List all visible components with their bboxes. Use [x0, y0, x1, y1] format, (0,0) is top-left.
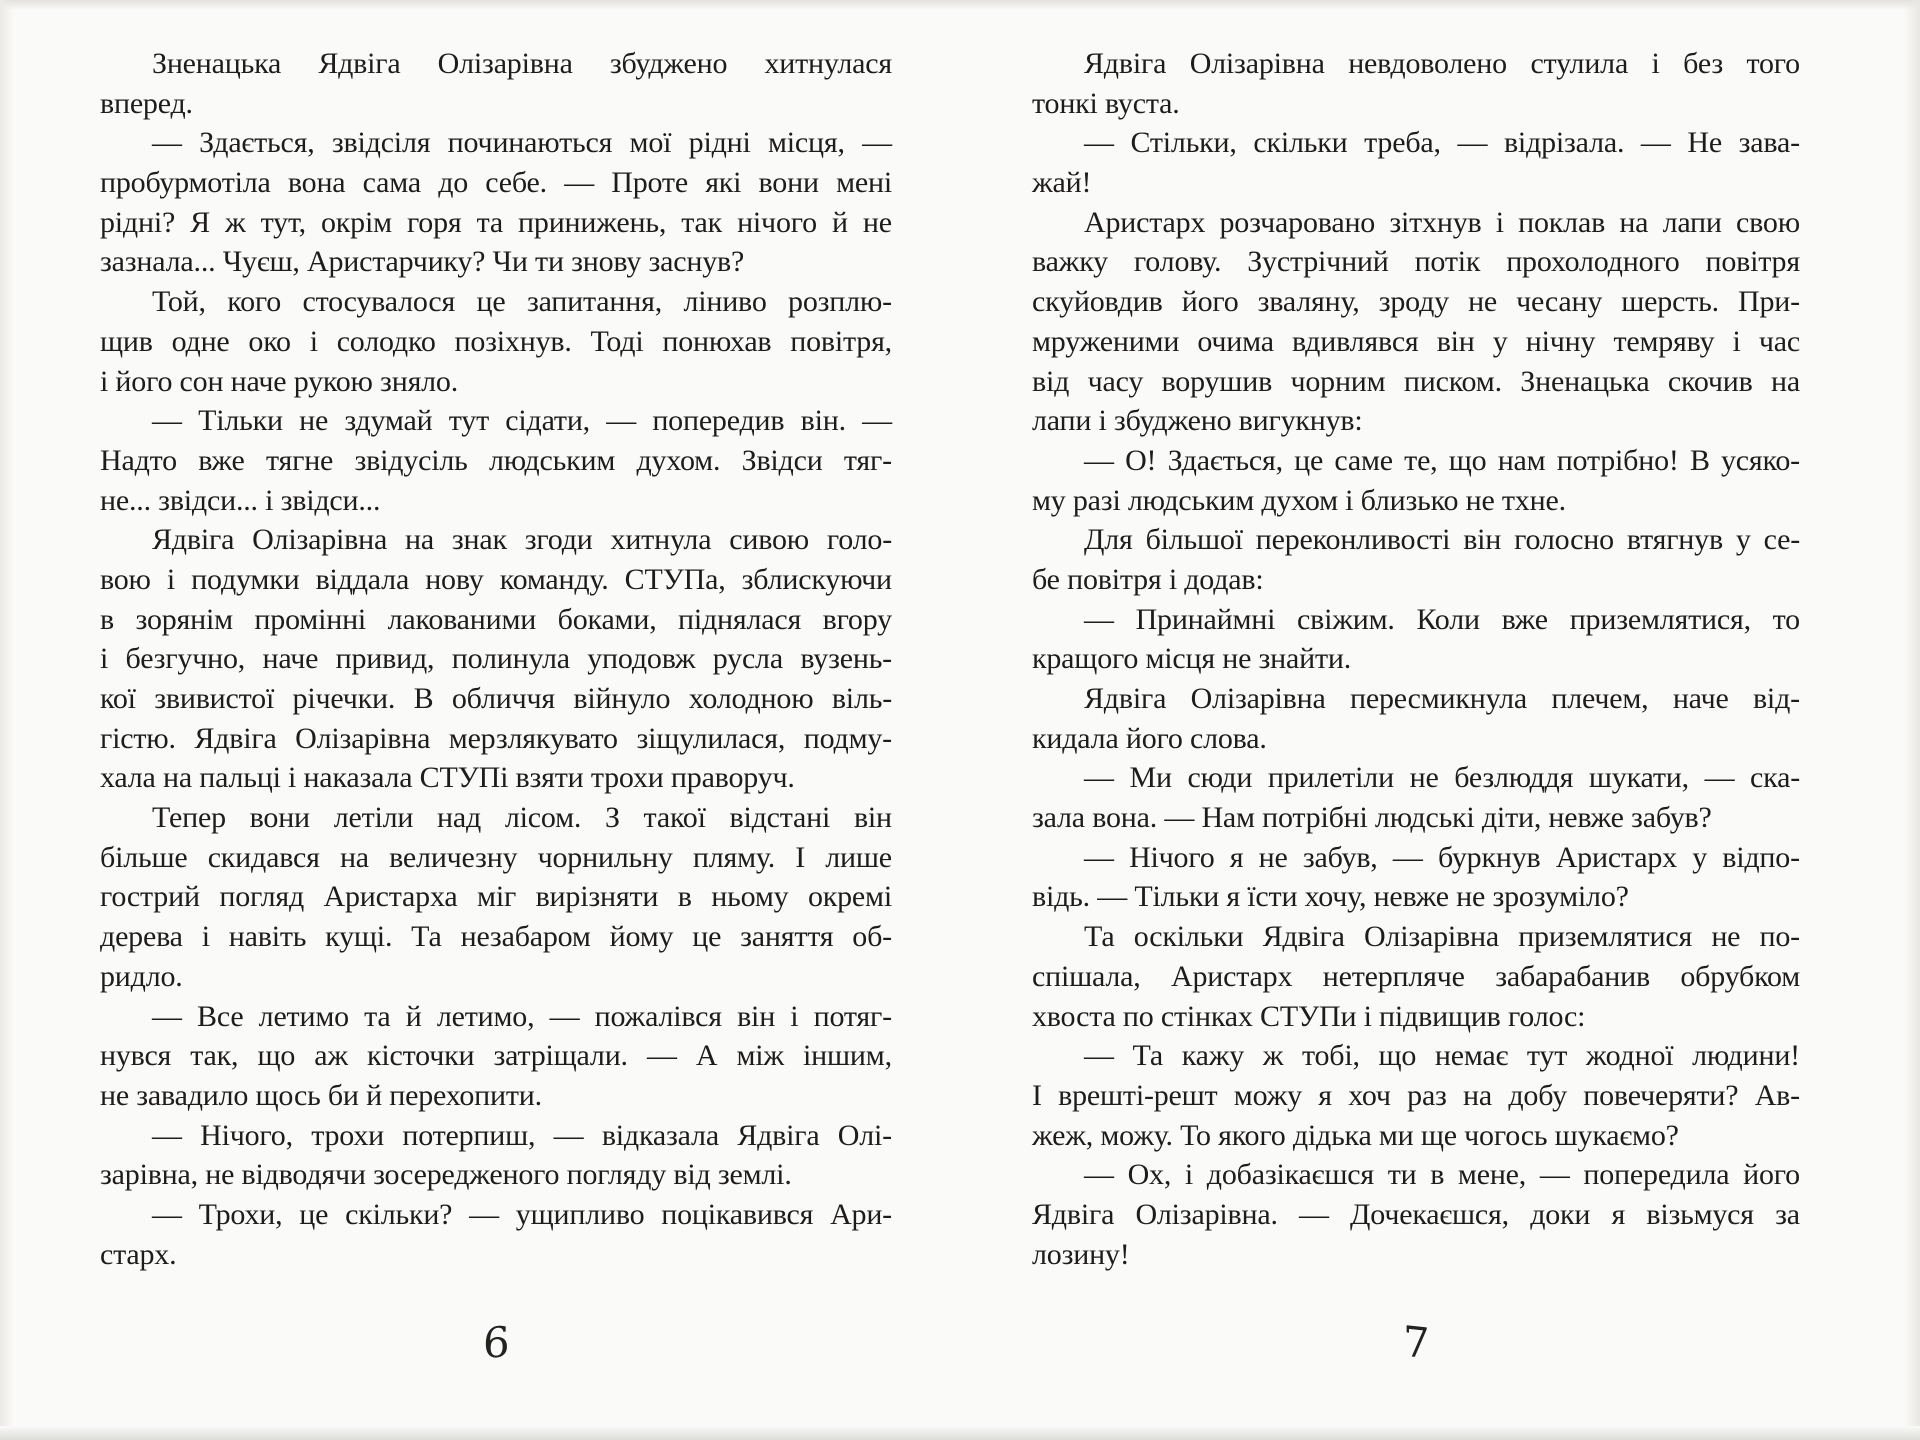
text-line: кращого місця не знайти.	[1032, 642, 1352, 676]
text-line: — Та кажу ж тобі, що немає тут жодної людини!	[1084, 1039, 1800, 1073]
text-line: не... звідси... і звідси...	[100, 483, 381, 517]
text-line: — Тільки не здумай тут сідати, — попередив він. —	[152, 404, 892, 438]
text-line: Та оскільки Ядвіга Олізарівна приземлятися не по-	[1084, 920, 1800, 954]
text-line: — Принаймні свіжим. Коли вже приземлятися, то	[1084, 602, 1800, 636]
text-line: жеж, можу. То якого дідька ми ще чогось шукаємо?	[1032, 1118, 1679, 1152]
text-line: Ядвіга Олізарівна на знак згоди хитнула сивою голо-	[152, 523, 892, 557]
text-line: Ядвіга Олізарівна. — Дочекаєшся, доки я візьмуся за	[1032, 1197, 1800, 1231]
text-line: Тепер вони летіли над лісом. З такої відстані він	[152, 801, 892, 835]
text-line: лозину!	[1032, 1237, 1130, 1271]
text-line: від часу ворушив чорним писком. Зненацька скочив на	[1032, 364, 1800, 398]
text-line: — Ми сюди прилетіли не безлюддя шукати, — ска-	[1084, 761, 1800, 795]
text-line: вою і подумки віддала нову команду. СТУПа, зблискуючи	[100, 562, 892, 596]
text-line: кої звивистої річечки. В обличчя війнуло холодною віль-	[100, 682, 892, 715]
text-line: — Стільки, скільки треба, — відрізала. — Не зава-	[1084, 126, 1800, 160]
text-line: — Ох, і добазікаєшся ти в мене, — попередила його	[1084, 1158, 1800, 1192]
text-line: більше скидався на величезну чорнильну пляму. І лише	[100, 840, 892, 874]
text-line: щив одне око і солодко позіхнув. Тоді понюхав повітря,	[100, 324, 892, 358]
text-line: мруженими очима вдивлявся він у нічну темряву і час	[1032, 324, 1800, 358]
text-line: пробурмотіла вона сама до себе. — Проте які вони мені	[100, 166, 892, 200]
text-line: — Все летимо та й летимо, — пожалівся він і потяг-	[152, 999, 892, 1033]
page-number-right-value: 7	[1402, 1316, 1430, 1369]
text-line: Ядвіга Олізарівна пересмикнула плечем, наче від-	[1084, 682, 1800, 715]
text-line: ридло.	[100, 959, 183, 993]
text-line: Для більшої переконливості він голосно втягнув у се-	[1084, 523, 1800, 557]
text-line: Ядвіга Олізарівна невдоволено стулила і без того	[1084, 47, 1800, 80]
text-line: в зорянім промінні лакованими боками, піднялася вгору	[100, 602, 892, 636]
text-line: — Нічого, трохи потерпиш, — відказала Ядвіга Олі-	[152, 1118, 892, 1152]
scan-edge-left	[0, 0, 14, 1440]
text-line: гістю. Ядвіга Олізарівна мерзлякувато зіщулилася, подму-	[100, 721, 892, 755]
text-line: і безгучно, наче привид, полинула уподовж русла вузень-	[100, 642, 892, 676]
text-line: старх.	[100, 1237, 177, 1271]
text-line: скуйовдив його зваляну, зроду не чесану шерсть. При-	[1032, 285, 1800, 319]
text-line: — О! Здається, це саме те, що нам потрібно! В усяко-	[1084, 443, 1800, 477]
text-line: зарівна, не відводячи зосередженого погляду від землі.	[100, 1158, 792, 1192]
text-line: і його сон наче рукою зняло.	[100, 364, 459, 398]
text-line: — Здається, звідсіля починаються мої рідні місця, —	[152, 126, 892, 160]
text-line: відь. — Тільки я їсти хочу, невже не зрозуміло?	[1032, 880, 1629, 914]
scan-edge-top	[0, 0, 1920, 10]
text-line: дерева і навіть кущі. Та незабаром йому це заняття об-	[100, 920, 892, 954]
text-line: — Нічого я не забув, — буркнув Аристарх у відпо-	[1084, 840, 1800, 874]
text-line: Зненацька Ядвіга Олізарівна збуджено хитнулася	[152, 47, 892, 80]
text-line: му разі людським духом і близько не тхне.	[1032, 483, 1566, 517]
page-number-left-value: 6	[482, 1317, 510, 1368]
scan-edge-right	[1904, 0, 1920, 1440]
text-line: жай!	[1032, 166, 1092, 200]
scan-edge-bottom	[0, 1426, 1920, 1440]
text-line: бе повітря і додав:	[1032, 562, 1264, 596]
text-line: хвоста по стінках СТУПи і підвищив голос:	[1032, 999, 1586, 1033]
text-line: нувся так, що аж кісточки затріщали. — А між іншим,	[100, 1039, 892, 1073]
text-line: хала на пальці і наказала СТУПі взяти трохи праворуч.	[100, 761, 795, 795]
text-line: зазнала... Чуєш, Аристарчику? Чи ти знову заснув?	[100, 245, 745, 279]
text-line: зала вона. — Нам потрібні людські діти, невже забув?	[1032, 801, 1712, 835]
text-line: рідні? Я ж тут, окрім горя та принижень, так нічого й не	[100, 205, 892, 239]
text-line: — Трохи, це скільки? — ущипливо поцікавився Ари-	[152, 1197, 892, 1231]
text-line: тонкі вуста.	[1032, 86, 1180, 120]
text-line: Аристарх розчаровано зітхнув і поклав на лапи свою	[1084, 205, 1800, 239]
page-right-text-column	[1032, 44, 1800, 1274]
text-line: вперед.	[100, 86, 193, 120]
page-number-left	[100, 1318, 892, 1388]
text-line: не завадило щось би й перехопити.	[100, 1078, 542, 1112]
text-line: лапи і збуджено вигукнув:	[1032, 404, 1363, 438]
page-number-right	[1032, 1318, 1800, 1388]
text-line: І врешті-решт можу я хоч раз на добу повечеряти? Ав-	[1032, 1078, 1800, 1112]
text-line: важку голову. Зустрічний потік прохолодного повітря	[1032, 245, 1800, 279]
text-line: Той, кого стосувалося це запитання, ліниво розплю-	[152, 285, 892, 319]
text-line: спішала, Аристарх нетерпляче забарабанив обрубком	[1032, 959, 1800, 993]
text-line: гострий погляд Аристарха міг вирізняти в ньому окремі	[100, 880, 892, 914]
text-line: кидала його слова.	[1032, 721, 1267, 755]
text-line: Надто вже тягне звідусіль людським духом. Звідси тяг-	[100, 443, 892, 477]
page-left-text-column	[100, 44, 892, 1274]
